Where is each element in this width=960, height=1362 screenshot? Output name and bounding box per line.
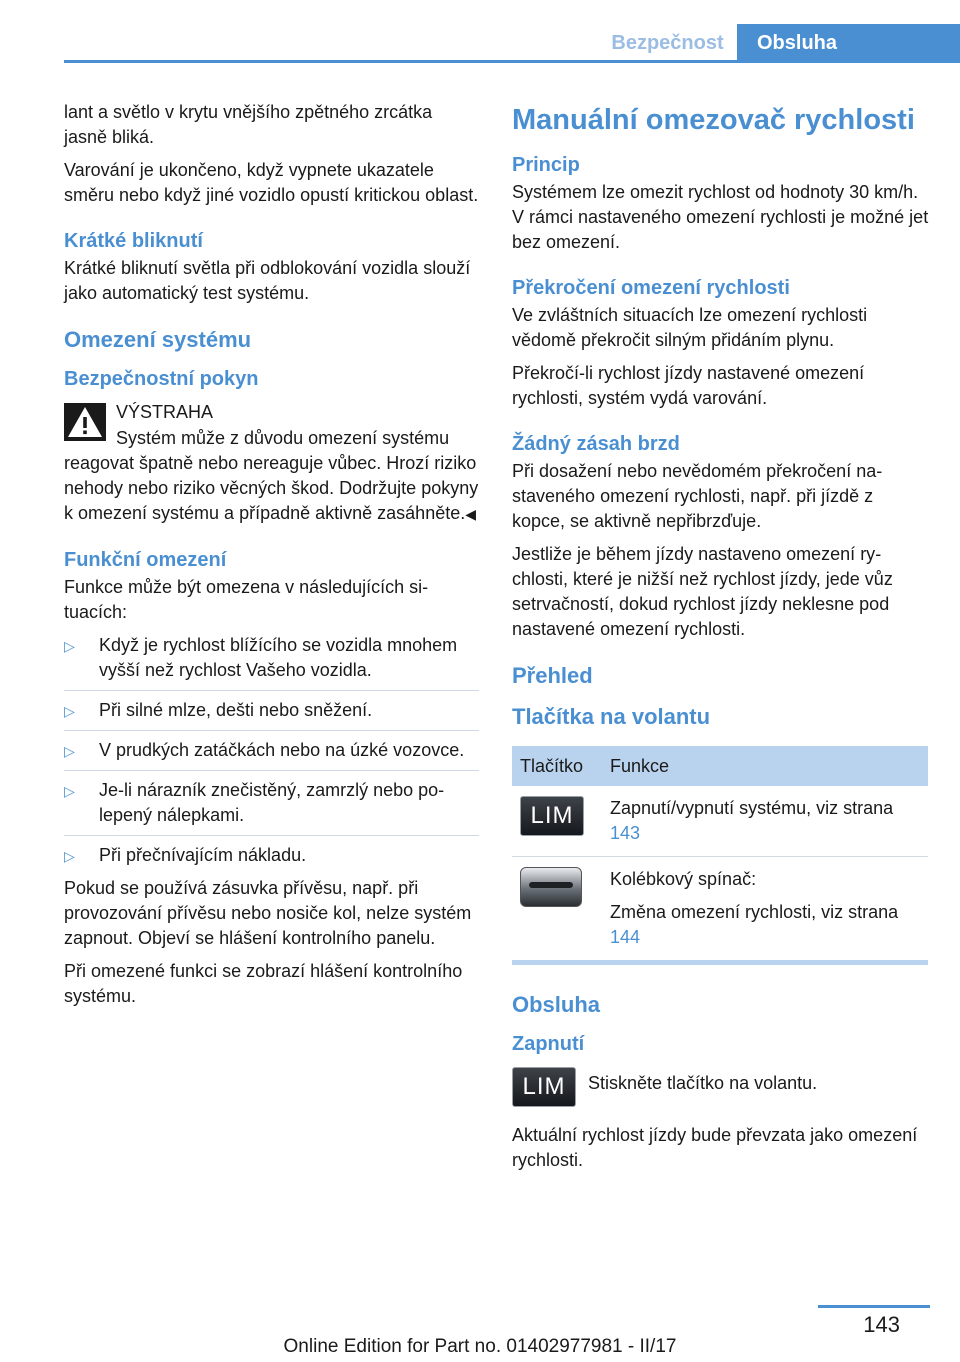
heading-operation: Obsluha <box>512 992 601 1017</box>
heading-steering-buttons: Tlačítka na volantu <box>512 704 711 729</box>
heading-function-limits: Funkční omezení <box>64 549 227 571</box>
heading-switch-on: Zapnutí <box>512 1033 585 1055</box>
paragraph: Stiskněte tlačítko na volantu. <box>588 1073 818 1093</box>
table-header-button: Tlačítko <box>512 746 602 786</box>
header-tab-operation[interactable]: Obsluha <box>737 24 960 62</box>
paragraph: Překročí-li rychlost jízdy nastavené omezení rychlosti, systém vydá varování. <box>512 363 865 408</box>
buttons-table <box>512 746 928 965</box>
heading-safety-note: Bezpečnostní pokyn <box>64 368 259 390</box>
bullet-triangle-icon: ▷ <box>64 638 75 654</box>
left-column <box>64 100 479 1017</box>
warning-text-body: Systém může z důvodu omezení systému reagovat špatně nebo nereaguje vůbec. Hrozí riziko nehody nebo riziko věcných škod. Dodržujte pokyny k omezení systému a případně aktivně zasáhněte. <box>64 428 479 523</box>
list-item-text: Při silné mlze, dešti nebo sněžení. <box>99 700 373 720</box>
table-row <box>512 786 928 857</box>
list-item <box>64 738 479 771</box>
paragraph: Pokud se používá zásuvka přívěsu, např. při provozování přívěsu nebo nosiče kol, nelze systém zapnout. Objeví se hlášení kontrolního panelu. <box>64 878 472 948</box>
rocker-switch-icon <box>520 867 582 907</box>
lim-button-icon: LIM <box>520 796 584 836</box>
heading-overview: Přehled <box>512 663 593 688</box>
heading-system-limits: Omezení systému <box>64 327 252 352</box>
page-link-143[interactable]: 143 <box>610 823 641 843</box>
function-title: Kolébkový spínač: <box>610 869 757 889</box>
function-text: Změna omezení rychlosti, viz strana <box>610 902 899 922</box>
list-item-text: V prudkých zatáčkách nebo na úzké vozovce. <box>99 740 465 760</box>
page-title: Manuální omezovač rychlosti <box>512 104 915 136</box>
list-item-text: Při přečnívajícím nákladu. <box>99 845 307 865</box>
bullet-triangle-icon: ▷ <box>64 703 75 719</box>
limits-list <box>64 633 479 868</box>
table-cell-icon <box>512 857 602 963</box>
page-number: 143 <box>863 1312 900 1337</box>
paragraph: Systémem lze omezit rychlost od hodnoty 30 km/h. V rámci nastaveného omezení rychlosti je možné jet bez omezení. <box>512 182 929 252</box>
paragraph: lant a světlo v krytu vnějšího zpětného zrcátka jasně bliká. <box>64 102 433 147</box>
paragraph: Při omezené funkci se zobrazí hlášení kontrolního systému. <box>64 961 463 1006</box>
paragraph: Jestliže je během jízdy nastaveno omezení rychlosti, které je nižší než rychlost jízdy, jede vůz setrvačností, dokud rychlost jízdy neklesne pod nastavené omezení rychlosti. <box>512 544 893 639</box>
list-item <box>64 778 479 836</box>
function-text: Zapnutí/vypnutí systému, viz strana <box>610 798 894 818</box>
header-rule <box>64 60 960 63</box>
page-link-144[interactable]: 144 <box>610 927 641 947</box>
warning-block <box>64 400 479 460</box>
list-item <box>64 698 479 731</box>
lim-button-icon: LIM <box>512 1067 576 1107</box>
heading-short-flash: Krátké bliknutí <box>64 230 203 252</box>
paragraph: Při dosažení nebo nevědomém překročení nastaveného omezení rychlosti, např. při jízdě z kopce, se aktivně nepřibrzďuje. <box>512 461 883 531</box>
heading-exceed-limit: Překročení omezení rychlosti <box>512 277 790 299</box>
right-column <box>512 100 930 1181</box>
paragraph: Ve zvláštních situacích lze omezení rychlosti vědomě překročit silným přidáním plynu. <box>512 305 868 350</box>
switch-on-instruction <box>512 1071 930 1119</box>
table-row <box>512 857 928 963</box>
list-item <box>64 633 479 691</box>
footer-rule <box>818 1305 930 1308</box>
warning-title: VÝSTRAHA <box>116 402 214 422</box>
paragraph: Varování je ukončeno, když vypnete ukazatele směru nebo když jiné vozidlo opustí kritickou oblast. <box>64 160 479 205</box>
bullet-triangle-icon: ▷ <box>64 848 75 864</box>
list-item-text: Je-li nárazník znečistěný, zamrzlý nebo polepený nálepkami. <box>99 780 445 825</box>
table-cell-function <box>602 857 928 963</box>
warning-triangle-icon <box>64 403 106 441</box>
table-header-row <box>512 746 928 786</box>
bullet-triangle-icon: ▷ <box>64 783 75 799</box>
heading-principle: Princip <box>512 154 580 176</box>
heading-no-braking: Žádný zásah brzd <box>512 433 680 455</box>
table-header-function: Funkce <box>602 746 928 786</box>
paragraph: Funkce může být omezena v následujících situacích: <box>64 577 429 622</box>
paragraph: Krátké bliknutí světla při odblokování vozidla slouží jako automatický test systému. <box>64 258 471 303</box>
edition-footer: Online Edition for Part no. 01402977981 - II/17 <box>283 1336 677 1357</box>
bullet-triangle-icon: ▷ <box>64 743 75 759</box>
list-item-text: Když je rychlost blížícího se vozidla mnohem vyšší než rychlost Vašeho vozidla. <box>99 635 458 680</box>
header-tab-safety[interactable]: Bezpečnost <box>611 32 724 54</box>
table-cell-function <box>602 786 928 857</box>
paragraph: Aktuální rychlost jízdy bude převzata jako omezení rychlosti. <box>512 1125 918 1170</box>
table-cell-icon <box>512 786 602 857</box>
end-mark-icon: ◀ <box>465 506 477 522</box>
list-item <box>64 843 479 868</box>
